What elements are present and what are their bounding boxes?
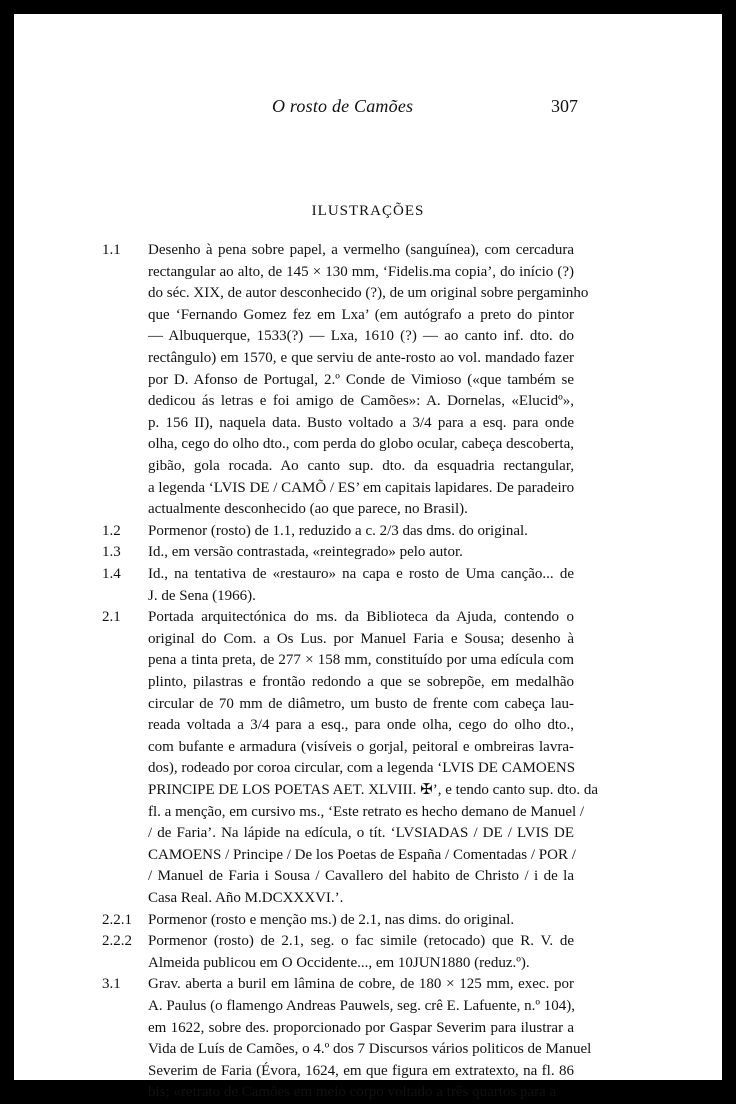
item-text-line: gibão, gola rocada. Ao canto sup. dto. da esquadria rectangular, (148, 458, 574, 474)
item-text-line: Severim de Faria (Évora, 1624, em que figura em extratexto, na fl. 86 (148, 1062, 574, 1079)
item-text-line: por D. Afonso de Portugal, 2.º Conde de Vimioso («que também se (148, 371, 574, 388)
item-text-line: fl. a menção, em cursivo ms., ‘Este retrato es hecho demano de Manuel / (148, 803, 585, 820)
item-text-line: plinto, pilastras e frontão redondo a que se sobrepõe, em medalhão (148, 674, 574, 690)
item-text-line: circular de 70 mm de diâmetro, um busto de frente com cabeça lau- (148, 695, 574, 712)
item-text-line: olha, cego do olho dto., com perda do globo ocular, cabeça descoberta, (148, 436, 574, 453)
item-text-line: a legenda ‘LVIS DE / CAMÕ / ES’ em capitais lapidares. De paradeiro (148, 479, 575, 496)
item-text-line: p. 156 II), naquela data. Busto voltado a 3/4 para a esq. para onde (148, 414, 574, 431)
item-number: 2.2.2 (102, 933, 132, 950)
running-header-title: O rosto de Camões (272, 96, 414, 116)
item-number: 1.2 (102, 522, 121, 539)
item-text-line: / de Faria’. Na lápide na edícula, o tít. ‘LVSIADAS / DE / LVIS DE (148, 825, 574, 842)
item-text-line: rectangular ao alto, de 145 × 130 mm, ‘Fidelis.ma copia’, do início (?) (148, 263, 574, 280)
item-number: 1.1 (102, 242, 121, 258)
item-text-line: rectângulo) em 1570, e que serviu de ante-rosto ao vol. mandado fazer (148, 350, 574, 366)
item-text-line: Grav. aberta a buril em lâmina de cobre, de 180 × 125 mm, exec. por (148, 976, 574, 993)
item-text-line: pena a tinta preta, de 277 × 158 mm, constituído por uma edícula com (148, 652, 574, 669)
item-text-line: actualmente desconhecido (ao que parece, no Brasil). (148, 501, 468, 518)
item-text-line: A. Paulus (o flamengo Andreas Pauwels, seg. crê E. Lafuente, n.º 104), (148, 998, 576, 1014)
item-number: 2.1 (102, 609, 121, 626)
item-text-line: dos), rodeado por coroa circular, com a legenda ‘LVIS DE CAMOENS (148, 760, 576, 777)
item-number: 2.2.1 (102, 911, 132, 928)
item-text-line: reada voltada a 3/4 para a esq., para onde olha, cego do olho dto., (148, 717, 574, 734)
page-number: 307 (551, 96, 578, 116)
item-text-line: Desenho à pena sobre papel, a vermelho (sanguínea), com cercadura (148, 242, 574, 258)
item-text-line: Pormenor (rosto e menção ms.) de 2.1, nas dims. do original. (148, 911, 515, 928)
item-text-line: Casa Real. Año M.DCXXXVI.’. (148, 890, 344, 906)
item-text-line: CAMOENS / Principe / De los Poetas de España / Comentadas / POR / (148, 846, 576, 863)
item-text-line: com bufante e armadura (visíveis o gorjal, peitoral e ombreiras lavra- (148, 738, 574, 755)
item-text-line: Id., na tentativa de «restauro» na capa e rosto de Uma canção... de (148, 566, 574, 582)
item-text-line: original do Com. a Os Lus. por Manuel Faria e Sousa; desenho à (148, 630, 574, 647)
section-title: ILUSTRAÇÕES (311, 203, 425, 219)
item-text-line: que ‘Fernando Gomez fez em Lxa’ (em autógrafo a preto do pintor (148, 306, 574, 323)
item-number: 1.3 (102, 544, 121, 561)
item-number: 1.4 (102, 566, 121, 582)
item-text-line: PRINCIPE DE LOS POETAS AET. XLVIII. ✠’, e tendo canto sup. dto. da (148, 782, 599, 798)
item-text-line: Almeida publicou em O Occidente..., em 10JUN1880 (reduz.º). (148, 954, 530, 971)
item-text-line: Id., em versão contrastada, «reintegrado» pelo autor. (148, 544, 463, 561)
item-text-line: — Albuquerque, 1533(?) — Lxa, 1610 (?) — ao canto inf. dto. do (148, 328, 574, 345)
item-text-line: J. de Sena (1966). (148, 587, 256, 604)
document-page (14, 14, 722, 1101)
item-text-line: bis; «retrato de Camões em meio corpo voltado a três quartos para a (148, 1084, 557, 1101)
item-number: 3.1 (102, 976, 121, 993)
item-text-line: em 1622, sobre des. proporcionado por Gaspar Severim para ilustrar a (148, 1019, 574, 1036)
item-text-line: / Manuel de Faria i Sousa / Cavallero del habito de Christo / i de la (148, 868, 574, 885)
item-text-line: do séc. XIX, de autor desconhecido (?), de um original sobre pergaminho (148, 285, 589, 302)
item-text-line: Pormenor (rosto) de 1.1, reduzido a c. 2/3 das dms. do original. (148, 522, 528, 539)
item-text-line: Portada arquitectónica do ms. da Biblioteca da Ajuda, contendo o (148, 609, 574, 626)
item-text-line: dedicou ás letras e foi amigo de Camões»: A. Dornelas, «Elucidº», (148, 393, 574, 410)
item-text-line: Vida de Luís de Camões, o 4.º dos 7 Discursos vários politicos de Manuel (148, 1041, 592, 1058)
item-text-line: Pormenor (rosto) de 2.1, seg. o fac simile (retocado) que R. V. de (148, 933, 574, 950)
